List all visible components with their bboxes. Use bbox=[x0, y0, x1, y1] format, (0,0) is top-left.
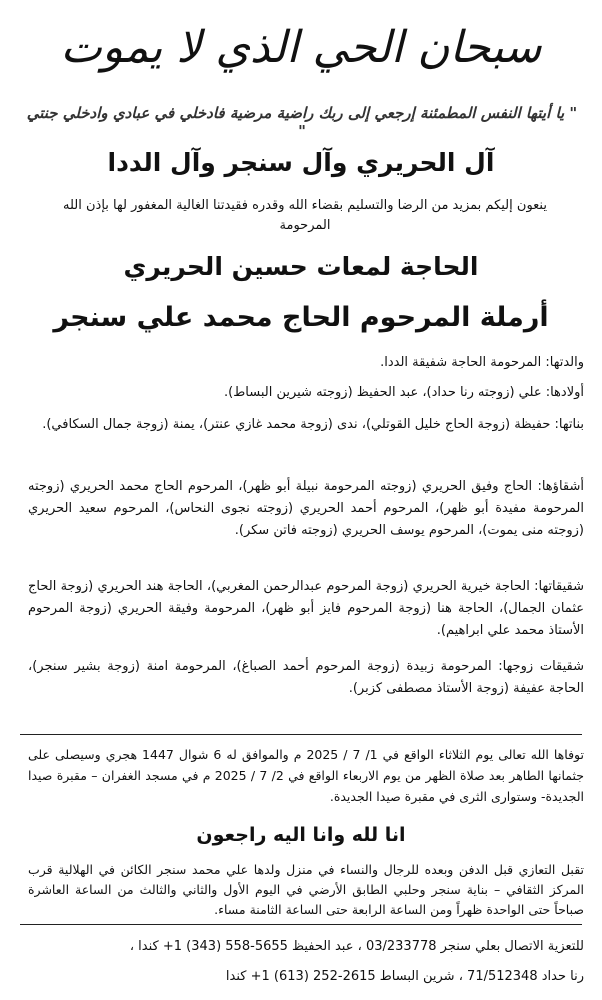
deceased-name: الحاجة لمعات حسين الحريري bbox=[123, 252, 479, 281]
families-title: آل الحريري وآل سنجر وآل الددا bbox=[107, 148, 495, 177]
announcement-text: ينعون إليكم بمزيد من الرضا والتسليم بقضاء الله وقدره فقيدتنا الغالية المغفور لها بإذن الله المرحومة bbox=[63, 198, 547, 233]
sisters-in-law-paragraph: شقيقات زوجها: المرحومة زبيدة (زوجة المرحوم أحمد الصباغ)، المرحومة امنة (زوجة بشير سنجر)، الحاجة عفيفة (زوجة الأستاذ مصطفى كزبر). bbox=[28, 659, 584, 696]
daughters-paragraph: بناتها: حفيظة (زوجة الحاج خليل القوتلي)، ندى (زوجة محمد غازي عنتر)، يمنة (زوجة جمال السكافي). bbox=[42, 417, 584, 432]
contact-line-1: للتعزية الاتصال بعلي سنجر 03/233778 ، عبد الحفيظ 5655-558 (343) 1+ كندا ، bbox=[129, 939, 584, 954]
divider-bottom bbox=[20, 924, 582, 925]
widow-of-line: أرملة المرحوم الحاج محمد علي سنجر bbox=[53, 302, 549, 333]
brothers-paragraph: أشقاؤها: الحاج وفيق الحريري (زوجته المرحومة نبيلة أبو ظهر)، المرحوم الحاج محمد الحريري (زوجته المرحومة مفيدة أبو ظهر)، المرحوم أحمد الحريري (زوجته نجوى النحاس)، المرحوم سعيد الحريري (زوجته منى يموت)، المرحوم يوسف الحريري (زوجته فاتن سكر). bbox=[28, 479, 584, 538]
calligraphy-header: سبحان الحي الذي لا يموت bbox=[60, 22, 542, 73]
closing-phrase: انا لله وانا اليه راجعون bbox=[196, 824, 406, 846]
contact-line-2: رنا حداد 71/512348 ، شرين البساط 2615-252 (613) 1+ كندا bbox=[225, 969, 584, 984]
sons-line: أولادها: علي (زوجته رنا حداد)، عبد الحفيظ (زوجته شيرين البساط). bbox=[224, 385, 584, 400]
funeral-details: توفاها الله تعالى يوم الثلاثاء الواقع في 1/ 7 / 2025 م والموافق له 6 شوال 1447 هجري وسيصلى على جثمانها الطاهر بعد صلاة الظهر من يوم الاربعاء الواقع في 2/ 7 / 2025 م في مسجد الغفران – مقبرة صيدا الجديدة- وستوارى الثرى في مقبرة صيدا الجديدة. bbox=[28, 747, 585, 804]
sisters-paragraph: شقيقاتها: الحاجة خيرية الحريري (زوجة المرحوم عبدالرحمن المغربي)، الحاجة هند الحريري (زوجة الحاج عثمان الجمال)، الحاجة هنا (زوجة المرحوم فايز أبو ظهر)، المرحومة وفيقة الحريري (زوجة المرحوم الأستاذ محمد علي ابراهيم). bbox=[28, 579, 584, 638]
mother-line: والدتها: المرحومة الحاجة شفيقة الددا. bbox=[380, 355, 584, 370]
condolences-details: تقبل التعازي قبل الدفن وبعده للرجال والنساء في منزل ولدها علي محمد سنجر الكائن في الهلالية قرب المركز الثقافي – بناية سنجر وحلبي الطابق الأرضي في اليوم الأول والثاني والثالث من الساعة العاشرة صباحاً حتى الواحدة ظهراً ومن الساعة الرابعة حتى الساعة الثامنة مساء. bbox=[28, 862, 584, 917]
divider-top bbox=[20, 734, 582, 735]
quran-verse: " يا أيتها النفس المطمئنة إرجعي إلى ربك راضية مرضية فادخلي في عبادي وادخلي جنتي " bbox=[26, 104, 578, 140]
